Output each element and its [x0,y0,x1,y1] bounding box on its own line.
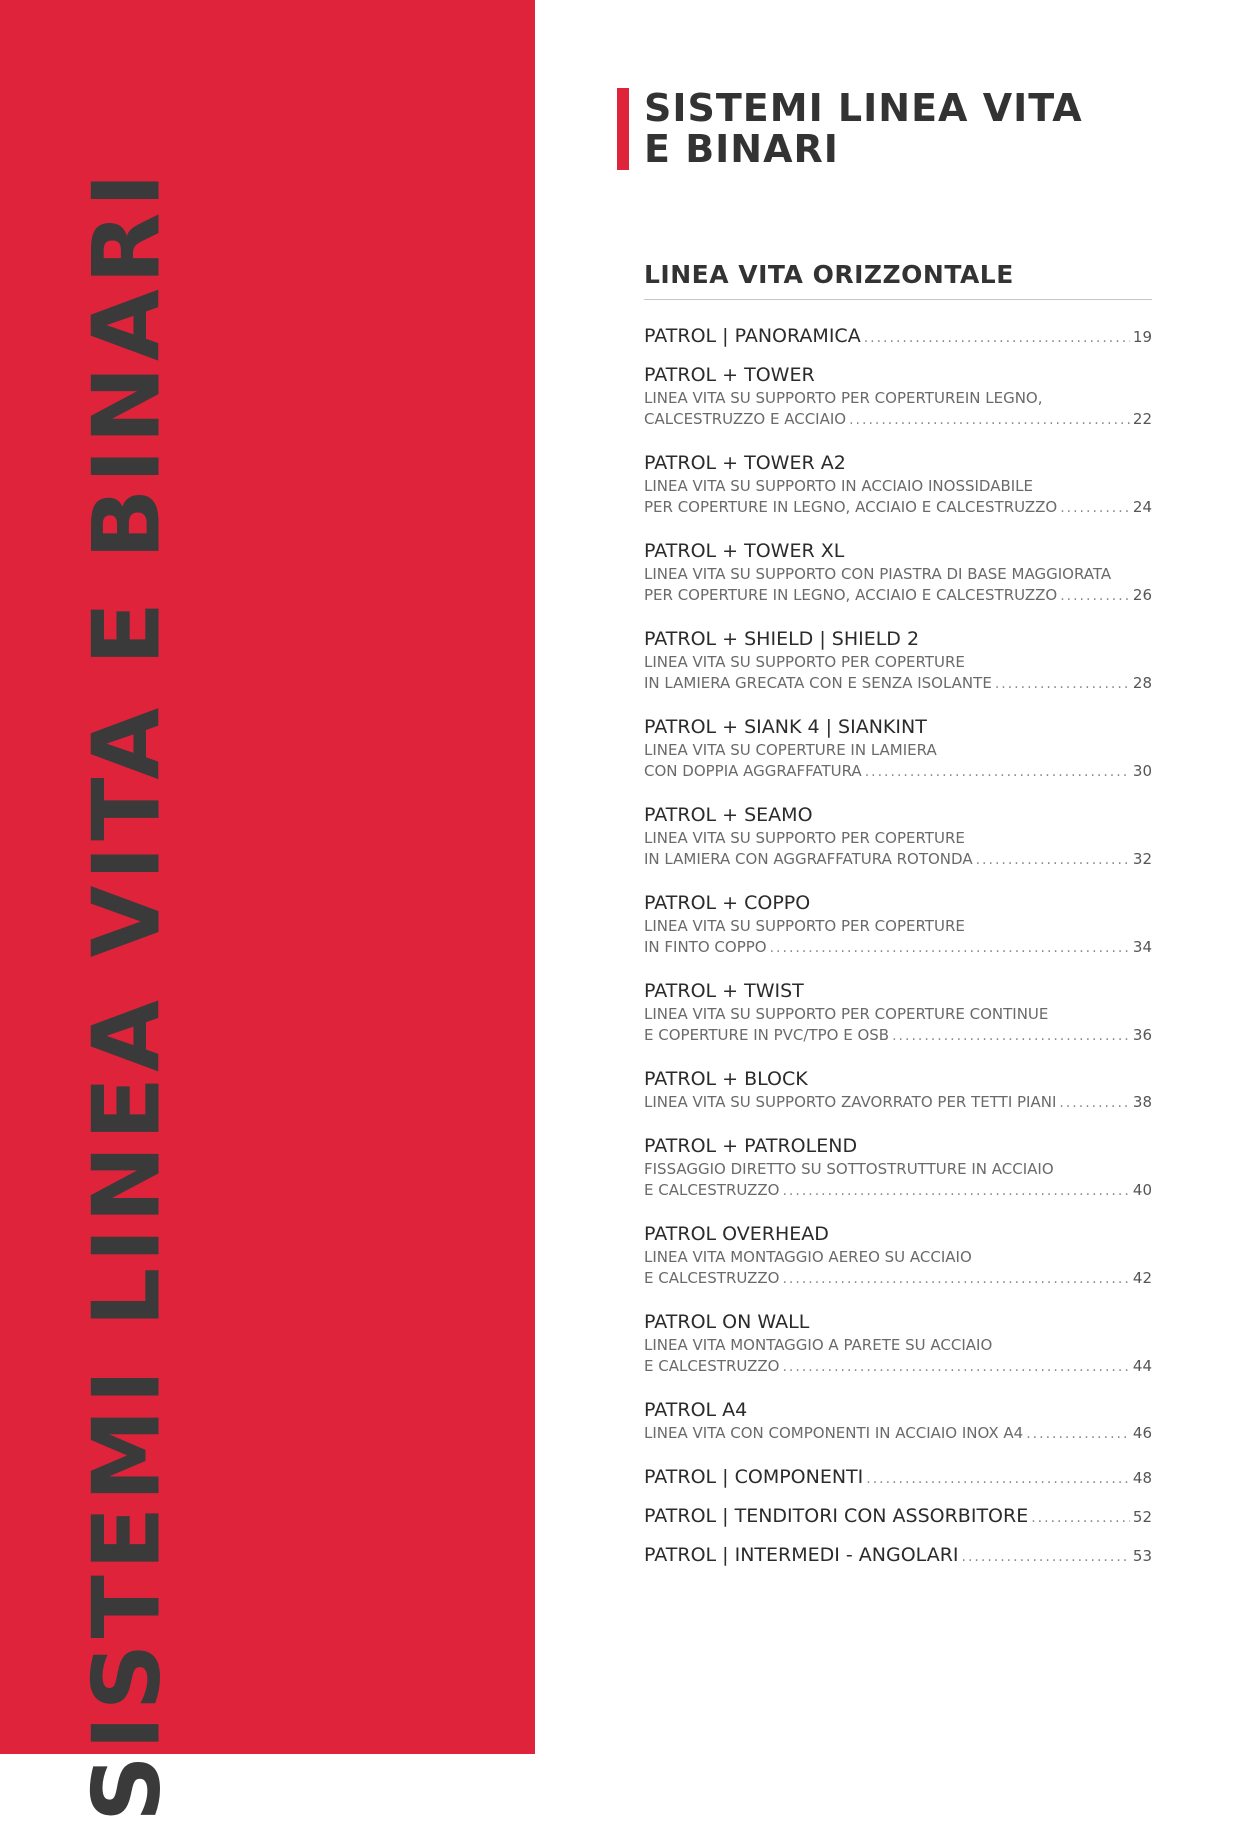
toc-entry[interactable] [644,323,1152,349]
dot-leader [866,1471,1130,1487]
toc-entry[interactable] [644,890,1152,958]
toc-entry-description-row [644,1247,1152,1268]
section-title: LINEA VITA ORIZZONTALE [644,260,1152,300]
toc-entry[interactable] [644,1066,1152,1113]
dot-leader [1059,1095,1130,1111]
toc-entry-description-row [644,849,1152,870]
toc-entry[interactable] [644,1542,1152,1568]
toc-entry-description: LINEA VITA SU SUPPORTO PER COPERTURE CONTINUE [644,1005,1049,1023]
toc-entry-description: E CALCESTRUZZO [644,1269,780,1287]
toc-entry-description: E CALCESTRUZZO [644,1357,780,1375]
toc-page-number: 38 [1132,1093,1152,1111]
toc-entry-description-row [644,673,1152,694]
toc-entry-title-row [644,1542,1152,1568]
toc-page-number: 22 [1132,410,1152,428]
toc-entry-description: E COPERTURE IN PVC/TPO E OSB [644,1026,890,1044]
toc-entry[interactable] [644,450,1152,518]
toc-entry-title-row [644,978,1152,1004]
toc-entry-description: LINEA VITA SU COPERTURE IN LAMIERA [644,741,937,759]
toc-entry-title-row [644,1221,1152,1247]
toc-entry-description: CON DOPPIA AGGRAFFATURA [644,762,862,780]
toc-entry-description: LINEA VITA SU SUPPORTO IN ACCIAIO INOSSIDABILE [644,477,1034,495]
dot-leader [962,1549,1130,1565]
toc-page-number: 36 [1132,1026,1152,1044]
toc-entry[interactable] [644,802,1152,870]
toc-entry[interactable] [644,1221,1152,1289]
toc-entry-description-row [644,497,1152,518]
toc-entry-title-row [644,1309,1152,1335]
page-title: SISTEMI LINEA VITA E BINARI [644,86,1083,171]
toc-entry-description: LINEA VITA MONTAGGIO AEREO SU ACCIAIO [644,1248,972,1266]
toc-page-number: 53 [1132,1547,1152,1565]
toc-entry-description: PER COPERTURE IN LEGNO, ACCIAIO E CALCESTRUZZO [644,498,1058,516]
dot-leader [892,1028,1130,1044]
table-of-contents [644,323,1152,1581]
toc-entry-title-row [644,714,1152,740]
dot-leader [995,676,1130,692]
toc-page-number: 28 [1132,674,1152,692]
toc-entry-title-row [644,323,1152,349]
dot-leader [865,764,1130,780]
toc-entry[interactable] [644,1309,1152,1377]
toc-entry-description-row [644,564,1152,585]
dot-leader [1060,588,1130,604]
toc-entry-description: LINEA VITA SU SUPPORTO CON PIASTRA DI BASE MAGGIORATA [644,565,1112,583]
toc-entry-title: PATROL + TOWER [644,364,815,386]
toc-entry-description-row [644,916,1152,937]
toc-entry-description-row [644,1180,1152,1201]
toc-page-number: 48 [1132,1469,1152,1487]
dot-leader [849,412,1130,428]
toc-entry[interactable] [644,1397,1152,1444]
toc-entry-title: PATROL | COMPONENTI [644,1466,864,1488]
toc-page-number: 46 [1132,1424,1152,1442]
toc-entry-title-row [644,1397,1152,1423]
toc-entry-title: PATROL A4 [644,1399,748,1421]
toc-entry-description: IN LAMIERA GRECATA CON E SENZA ISOLANTE [644,674,992,692]
toc-entry-description-row [644,1004,1152,1025]
toc-entry-title: PATROL | PANORAMICA [644,325,861,347]
dot-leader [782,1183,1129,1199]
toc-entry-description-row [644,761,1152,782]
dot-leader [782,1359,1129,1375]
toc-entry-title-row [644,1066,1152,1092]
toc-entry-description-row [644,585,1152,606]
dot-leader [1026,1426,1130,1442]
toc-entry-description-row [644,1268,1152,1289]
toc-entry-title: PATROL + PATROLEND [644,1135,858,1157]
toc-entry-title: PATROL + BLOCK [644,1068,808,1090]
toc-entry[interactable] [644,1464,1152,1490]
toc-page-number: 24 [1132,498,1152,516]
toc-entry-description-row [644,740,1152,761]
toc-entry-title-row [644,1503,1152,1529]
toc-entry-description: CALCESTRUZZO E ACCIAIO [644,410,847,428]
toc-entry-description-row [644,1092,1152,1113]
toc-entry-description-row [644,1356,1152,1377]
toc-entry-description-row [644,1159,1152,1180]
toc-entry-description: LINEA VITA SU SUPPORTO PER COPERTUREIN LEGNO, [644,389,1043,407]
toc-entry-description: LINEA VITA SU SUPPORTO PER COPERTURE [644,653,965,671]
toc-entry-title: PATROL + TWIST [644,980,804,1002]
sidebar-panel [0,0,535,1822]
toc-entry-description: LINEA VITA SU SUPPORTO ZAVORRATO PER TETTI PIANI [644,1093,1057,1111]
dot-leader [1060,500,1130,516]
toc-entry-title: PATROL | INTERMEDI - ANGOLARI [644,1544,959,1566]
toc-entry-title-row [644,890,1152,916]
toc-entry[interactable] [644,978,1152,1046]
toc-page-number: 52 [1132,1508,1152,1526]
toc-entry-title: PATROL + SEAMO [644,804,813,826]
toc-entry[interactable] [644,1503,1152,1529]
toc-entry-description: IN FINTO COPPO [644,938,767,956]
toc-entry-title: PATROL + SHIELD | SHIELD 2 [644,628,920,650]
toc-entry-description-row [644,1423,1152,1444]
toc-entry-title-row [644,1464,1152,1490]
toc-page-number: 40 [1132,1181,1152,1199]
toc-page-number: 26 [1132,586,1152,604]
sidebar-vertical-title: SISTEMI LINEA VITA E BINARI [72,167,181,1822]
toc-entry-description: E CALCESTRUZZO [644,1181,780,1199]
page-heading [617,88,1083,170]
toc-entry-title: PATROL + TOWER XL [644,540,845,562]
toc-page-number: 19 [1132,328,1152,346]
toc-entry-title-row [644,802,1152,828]
toc-entry-description-row [644,409,1152,430]
toc-entry[interactable] [644,626,1152,694]
dot-leader [1031,1510,1130,1526]
toc-entry[interactable] [644,538,1152,606]
toc-entry[interactable] [644,714,1152,782]
toc-entry-description-row [644,828,1152,849]
toc-entry-title: PATROL + SIANK 4 | SIANKINT [644,716,927,738]
toc-entry-title-row [644,538,1152,564]
toc-entry-title-row [644,1133,1152,1159]
toc-entry-title-row [644,450,1152,476]
toc-entry-title: PATROL | TENDITORI CON ASSORBITORE [644,1505,1029,1527]
toc-entry-description-row [644,388,1152,409]
dot-leader [782,1271,1129,1287]
toc-entry-title: PATROL + TOWER A2 [644,452,846,474]
toc-page-number: 44 [1132,1357,1152,1375]
toc-entry-title-row [644,362,1152,388]
dot-leader [864,330,1130,346]
toc-entry-title-row [644,626,1152,652]
toc-entry-description: IN LAMIERA CON AGGRAFFATURA ROTONDA [644,850,973,868]
toc-entry-description-row [644,652,1152,673]
toc-entry[interactable] [644,362,1152,430]
toc-entry-description: LINEA VITA SU SUPPORTO PER COPERTURE [644,917,965,935]
toc-entry-description: PER COPERTURE IN LEGNO, ACCIAIO E CALCESTRUZZO [644,586,1058,604]
toc-page-number: 32 [1132,850,1152,868]
toc-entry-title: PATROL OVERHEAD [644,1223,829,1245]
toc-entry-description-row [644,476,1152,497]
toc-entry-description: LINEA VITA SU SUPPORTO PER COPERTURE [644,829,965,847]
toc-entry-description: FISSAGGIO DIRETTO SU SOTTOSTRUTTURE IN ACCIAIO [644,1160,1054,1178]
toc-page-number: 30 [1132,762,1152,780]
toc-page-number: 42 [1132,1269,1152,1287]
toc-entry-title: PATROL ON WALL [644,1311,810,1333]
toc-entry-description-row [644,1335,1152,1356]
dot-leader [770,940,1130,956]
toc-entry[interactable] [644,1133,1152,1201]
toc-entry-description-row [644,937,1152,958]
dot-leader [976,852,1130,868]
toc-page-number: 34 [1132,938,1152,956]
toc-entry-description-row [644,1025,1152,1046]
toc-entry-title: PATROL + COPPO [644,892,811,914]
toc-entry-description: LINEA VITA CON COMPONENTI IN ACCIAIO INOX A4 [644,1424,1024,1442]
toc-entry-description: LINEA VITA MONTAGGIO A PARETE SU ACCIAIO [644,1336,993,1354]
